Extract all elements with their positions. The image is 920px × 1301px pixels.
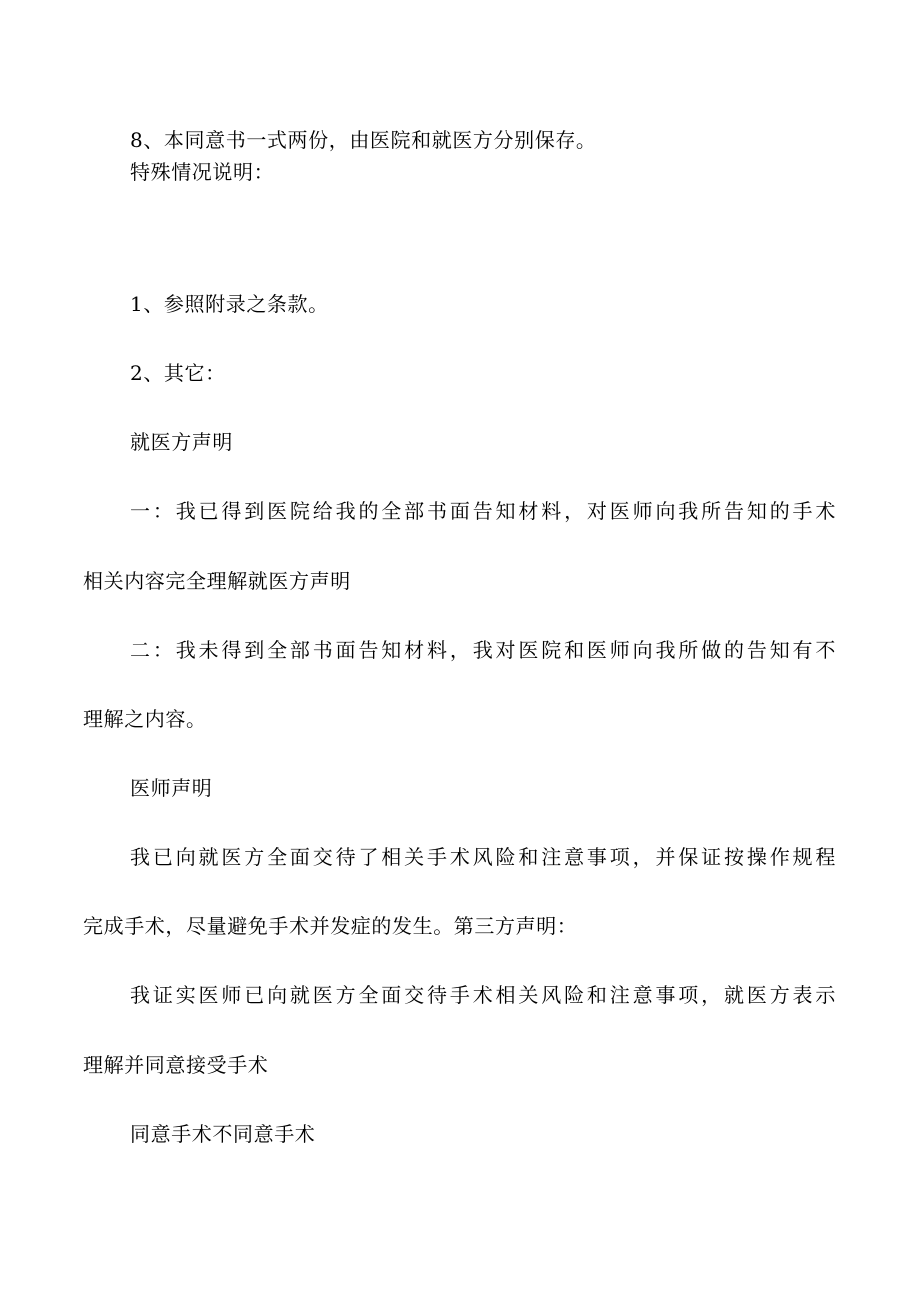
doctor-declaration-heading: 医师声明	[130, 776, 213, 800]
notes-item-1: 1、参照附录之条款。	[130, 292, 329, 316]
doctor-declaration-line-1: 我已向就医方全面交待了相关手术风险和注意事项，并保证按操作规程	[130, 845, 836, 869]
clause-8-line: 8、本同意书一式两份，由医院和就医方分别保存。	[130, 128, 597, 152]
doctor-declaration-line-2: 完成手术，尽量避免手术并发症的发生。第三方声明：	[83, 914, 578, 938]
patient-declaration-2-line-1: 二：我未得到全部书面告知材料，我对医院和医师向我所做的告知有不	[130, 638, 836, 662]
special-notes-heading: 特殊情况说明：	[130, 160, 275, 184]
patient-declaration-1-line-1: 一：我已得到医院给我的全部书面告知材料，对医师向我所告知的手术	[130, 499, 836, 523]
patient-declaration-1-line-2: 相关内容完全理解就医方声明	[83, 569, 351, 593]
patient-declaration-2-line-2: 理解之内容。	[83, 707, 207, 731]
patient-declaration-heading: 就医方声明	[130, 430, 233, 454]
third-party-declaration-line-2: 理解并同意接受手术	[83, 1053, 269, 1077]
third-party-declaration-line-1: 我证实医师已向就医方全面交待手术相关风险和注意事项，就医方表示	[130, 983, 836, 1007]
consent-choice-line: 同意手术不同意手术	[130, 1122, 316, 1146]
notes-item-2: 2、其它：	[130, 361, 226, 385]
